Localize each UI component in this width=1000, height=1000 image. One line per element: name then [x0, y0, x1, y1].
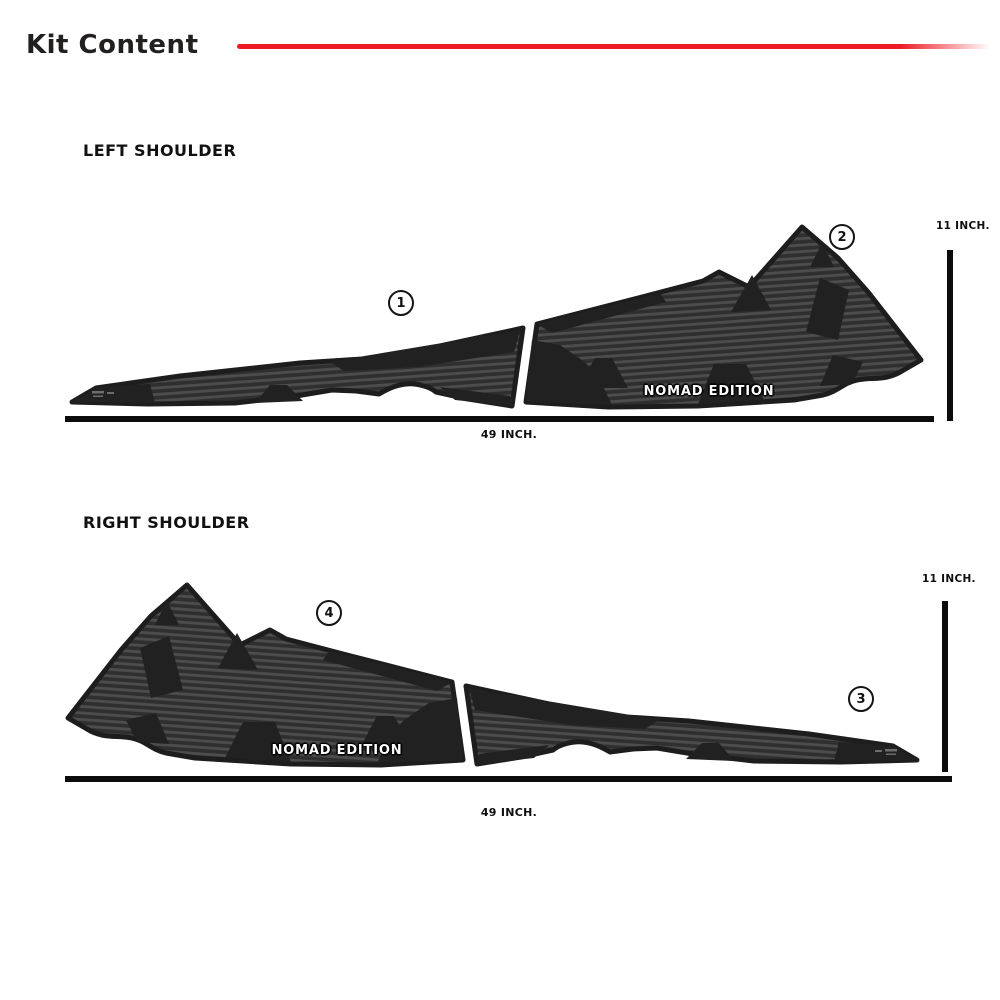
section-label-left-shoulder: LEFT SHOULDER — [83, 141, 237, 160]
part-marker-3: 3 — [848, 686, 874, 712]
height-dimension-bar-left-shoulder — [947, 250, 953, 421]
height-dimension-bar-right-shoulder — [942, 601, 948, 772]
nomad-edition-text-right: NOMAD EDITION — [271, 743, 403, 758]
part-marker-1: 1 — [388, 290, 414, 316]
page-title: Kit Content — [26, 30, 199, 60]
section-label-right-shoulder: RIGHT SHOULDER — [83, 513, 250, 532]
right-shoulder-decal — [68, 585, 917, 765]
nomad-edition-text-left: NOMAD EDITION — [643, 384, 775, 399]
width-dimension-bar-right-shoulder — [65, 776, 952, 782]
width-dimension-bar-left-shoulder — [65, 416, 934, 422]
height-label-right-shoulder: 11 INCH. — [922, 573, 976, 585]
width-label-left-shoulder: 49 INCH. — [480, 428, 538, 441]
height-label-left-shoulder: 11 INCH. — [936, 220, 990, 232]
left-shoulder-decal — [72, 227, 921, 407]
width-label-right-shoulder: 49 INCH. — [480, 806, 538, 819]
part-marker-2: 2 — [829, 224, 855, 250]
part-marker-4: 4 — [316, 600, 342, 626]
